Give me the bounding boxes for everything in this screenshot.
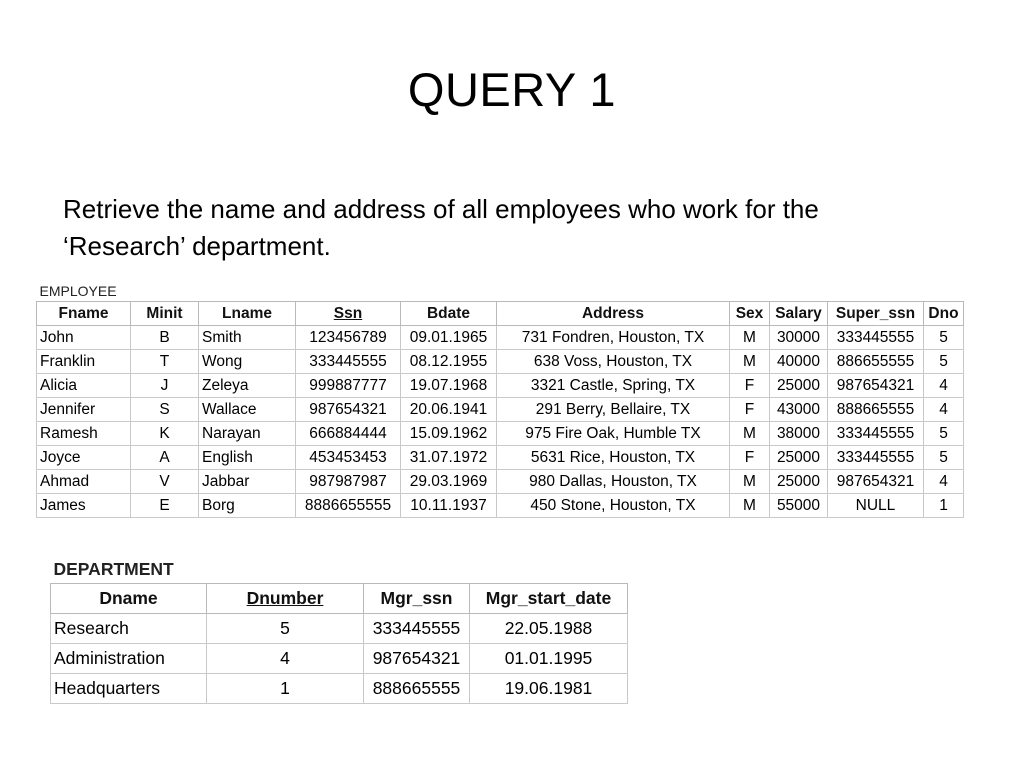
- table-cell: English: [199, 446, 296, 470]
- table-cell: 975 Fire Oak, Humble TX: [497, 422, 730, 446]
- table-cell: 25000: [770, 374, 828, 398]
- table-cell: 5: [924, 350, 964, 374]
- column-header: Dno: [924, 302, 964, 326]
- table-cell: Wallace: [199, 398, 296, 422]
- table-cell: 333445555: [828, 422, 924, 446]
- column-header: Address: [497, 302, 730, 326]
- table-cell: 55000: [770, 494, 828, 518]
- table-cell: 5: [924, 446, 964, 470]
- slide-title: QUERY 1: [407, 63, 617, 116]
- table-cell: John: [37, 326, 131, 350]
- column-header-primary-key: Ssn: [296, 302, 401, 326]
- table-cell: B: [131, 326, 199, 350]
- table-row: [51, 614, 628, 644]
- table-cell: M: [730, 422, 770, 446]
- table-cell: 5: [924, 326, 964, 350]
- column-header: Lname: [199, 302, 296, 326]
- table-cell: 25000: [770, 470, 828, 494]
- department-table: [50, 555, 628, 704]
- table-cell: S: [131, 398, 199, 422]
- table-cell: F: [730, 398, 770, 422]
- table-cell: 987654321: [296, 398, 401, 422]
- table-cell: 40000: [770, 350, 828, 374]
- table-row: [37, 494, 964, 518]
- column-header: Fname: [37, 302, 131, 326]
- table-cell: F: [730, 446, 770, 470]
- column-header: Minit: [131, 302, 199, 326]
- table-cell: 38000: [770, 422, 828, 446]
- column-header: Mgr_start_date: [470, 584, 628, 614]
- table-row: [37, 374, 964, 398]
- column-header: Bdate: [401, 302, 497, 326]
- table-cell: 20.06.1941: [401, 398, 497, 422]
- table-cell: 333445555: [364, 614, 470, 644]
- slide-body-text: Retrieve the name and address of all employees who work for the ‘Research’ department.: [63, 194, 819, 261]
- table-cell: 980 Dallas, Houston, TX: [497, 470, 730, 494]
- table-cell: Wong: [199, 350, 296, 374]
- table-row: [37, 446, 964, 470]
- table-cell: 5631 Rice, Houston, TX: [497, 446, 730, 470]
- column-header-primary-key: Dnumber: [207, 584, 364, 614]
- employee-table: [36, 281, 964, 518]
- table-cell: 333445555: [296, 350, 401, 374]
- department-header-row: [51, 584, 628, 614]
- employee-header-row: [37, 302, 964, 326]
- table-cell: 5: [207, 614, 364, 644]
- table-cell: Jennifer: [37, 398, 131, 422]
- table-cell: V: [131, 470, 199, 494]
- table-row: [37, 398, 964, 422]
- table-cell: 01.01.1995: [470, 644, 628, 674]
- column-header: Salary: [770, 302, 828, 326]
- table-cell: Alicia: [37, 374, 131, 398]
- table-row: [51, 644, 628, 674]
- table-cell: 333445555: [828, 326, 924, 350]
- table-row: [37, 350, 964, 374]
- table-cell: Ramesh: [37, 422, 131, 446]
- table-cell: 43000: [770, 398, 828, 422]
- table-cell: James: [37, 494, 131, 518]
- table-cell: 15.09.1962: [401, 422, 497, 446]
- table-cell: 987654321: [828, 470, 924, 494]
- table-cell: 1: [207, 674, 364, 704]
- table-cell: 4: [924, 398, 964, 422]
- column-header: Mgr_ssn: [364, 584, 470, 614]
- table-cell: 450 Stone, Houston, TX: [497, 494, 730, 518]
- table-cell: M: [730, 326, 770, 350]
- table-cell: 8886655555: [296, 494, 401, 518]
- table-cell: 123456789: [296, 326, 401, 350]
- table-cell: 3321 Castle, Spring, TX: [497, 374, 730, 398]
- table-cell: Zeleya: [199, 374, 296, 398]
- table-row: [37, 470, 964, 494]
- table-cell: 29.03.1969: [401, 470, 497, 494]
- table-cell: 886655555: [828, 350, 924, 374]
- table-cell: 987654321: [364, 644, 470, 674]
- table-cell: M: [730, 350, 770, 374]
- table-cell: 1: [924, 494, 964, 518]
- column-header: Sex: [730, 302, 770, 326]
- table-row: [51, 674, 628, 704]
- table-cell: 4: [924, 374, 964, 398]
- table-cell: 4: [207, 644, 364, 674]
- column-header: Dname: [51, 584, 207, 614]
- table-cell: 09.01.1965: [401, 326, 497, 350]
- table-cell: 731 Fondren, Houston, TX: [497, 326, 730, 350]
- table-cell: 291 Berry, Bellaire, TX: [497, 398, 730, 422]
- table-cell: Narayan: [199, 422, 296, 446]
- table-cell: 638 Voss, Houston, TX: [497, 350, 730, 374]
- table-cell: 31.07.1972: [401, 446, 497, 470]
- table-cell: Ahmad: [37, 470, 131, 494]
- table-cell: 987654321: [828, 374, 924, 398]
- table-cell: NULL: [828, 494, 924, 518]
- table-cell: Research: [51, 614, 207, 644]
- table-cell: 999887777: [296, 374, 401, 398]
- table-cell: 888665555: [828, 398, 924, 422]
- table-cell: 08.12.1955: [401, 350, 497, 374]
- table-cell: 666884444: [296, 422, 401, 446]
- table-cell: 888665555: [364, 674, 470, 704]
- department-caption: DEPARTMENT: [53, 558, 174, 579]
- table-cell: Franklin: [37, 350, 131, 374]
- table-cell: J: [131, 374, 199, 398]
- table-cell: 5: [924, 422, 964, 446]
- table-cell: 19.07.1968: [401, 374, 497, 398]
- table-cell: M: [730, 494, 770, 518]
- table-cell: 987987987: [296, 470, 401, 494]
- table-cell: 4: [924, 470, 964, 494]
- column-header: Super_ssn: [828, 302, 924, 326]
- table-cell: 19.06.1981: [470, 674, 628, 704]
- table-cell: 22.05.1988: [470, 614, 628, 644]
- table-cell: K: [131, 422, 199, 446]
- table-cell: E: [131, 494, 199, 518]
- employee-caption: EMPLOYEE: [39, 283, 117, 299]
- table-cell: Borg: [199, 494, 296, 518]
- table-cell: Smith: [199, 326, 296, 350]
- table-row: [37, 326, 964, 350]
- table-cell: 25000: [770, 446, 828, 470]
- table-cell: M: [730, 470, 770, 494]
- table-cell: 10.11.1937: [401, 494, 497, 518]
- table-cell: 453453453: [296, 446, 401, 470]
- table-cell: 30000: [770, 326, 828, 350]
- table-cell: A: [131, 446, 199, 470]
- table-cell: 333445555: [828, 446, 924, 470]
- table-cell: T: [131, 350, 199, 374]
- table-row: [37, 422, 964, 446]
- table-cell: Joyce: [37, 446, 131, 470]
- table-cell: Jabbar: [199, 470, 296, 494]
- table-cell: Administration: [51, 644, 207, 674]
- table-cell: Headquarters: [51, 674, 207, 704]
- table-cell: F: [730, 374, 770, 398]
